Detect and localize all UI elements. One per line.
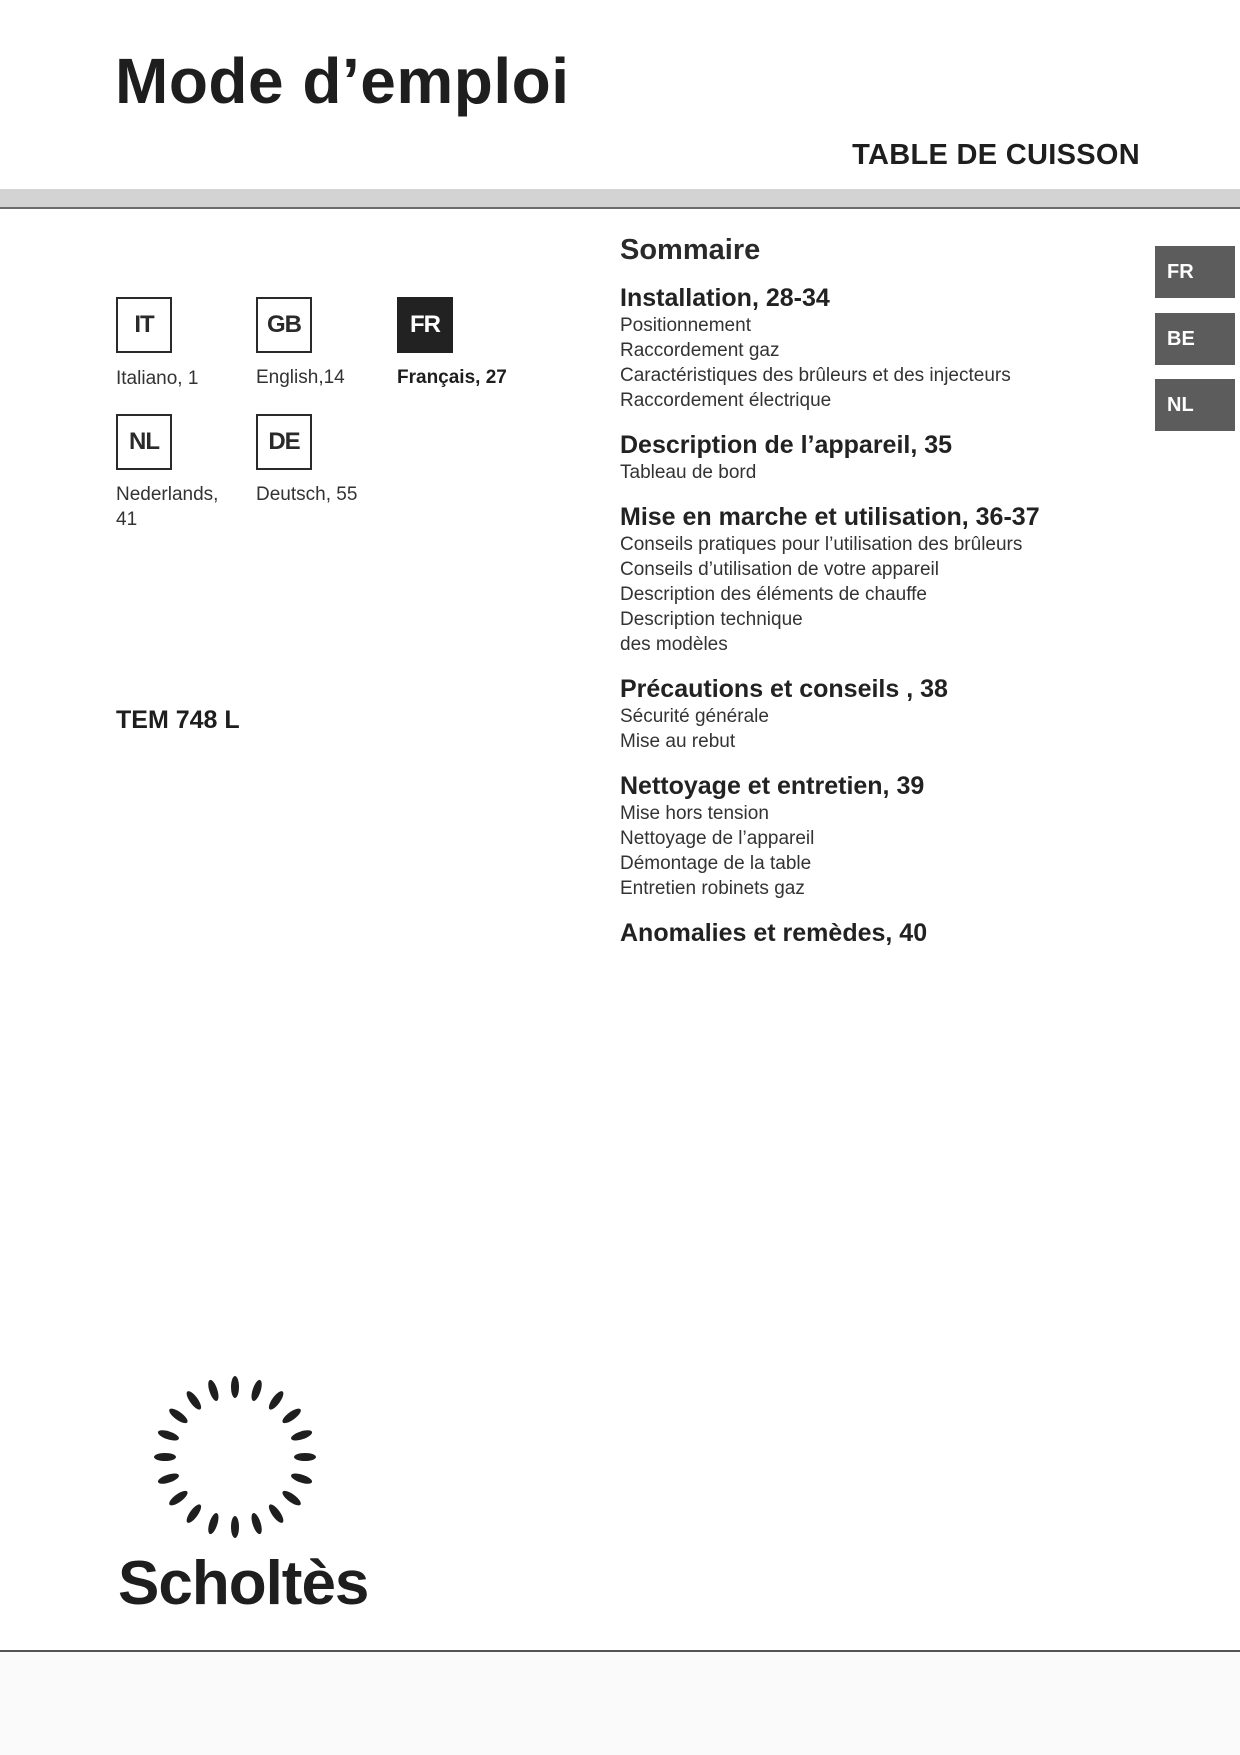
toc-section-anomalies [620, 919, 1060, 948]
sun-ray [266, 1389, 285, 1412]
sun-ray [206, 1512, 220, 1535]
toc-item: Conseils pratiques pour l’utilisation des brûleurs [620, 534, 1023, 555]
sun-ray [294, 1453, 316, 1461]
toc-section-nettoyage [620, 772, 1060, 901]
sun-ray [157, 1428, 180, 1442]
sun-ray [184, 1389, 203, 1412]
side-tab-nl[interactable]: NL [1155, 379, 1235, 431]
toc-item: Mise hors tension [620, 803, 769, 824]
toc-item: Sécurité générale [620, 706, 769, 727]
toc-item: Conseils d’utilisation de votre appareil [620, 559, 939, 580]
toc-item: Mise au rebut [620, 731, 736, 752]
sun-ray [249, 1512, 263, 1535]
sun-ray [184, 1502, 203, 1525]
toc-heading[interactable]: Nettoyage et entretien, 39 [620, 772, 925, 800]
model-number: TEM 748 L [116, 706, 240, 734]
lang-box-gb[interactable]: GB [256, 297, 312, 353]
lang-box-it[interactable]: IT [116, 297, 172, 353]
page-title: Mode d’emploi [115, 45, 570, 117]
toc-title: Sommaire [620, 234, 761, 266]
toc-item: Tableau de bord [620, 462, 757, 483]
toc-heading[interactable]: Description de l’appareil, 35 [620, 431, 953, 459]
toc-heading[interactable]: Anomalies et remèdes, 40 [620, 919, 928, 947]
toc-heading[interactable]: Installation, 28-34 [620, 284, 830, 312]
toc-section-precautions [620, 675, 1060, 754]
toc-item: Raccordement gaz [620, 340, 780, 361]
toc-item: Entretien robinets gaz [620, 878, 805, 899]
toc-section-mise-en-marche [620, 503, 1060, 657]
header-divider [0, 207, 1240, 209]
brand-logo: Scholtès [118, 1549, 369, 1618]
lang-box-nl[interactable]: NL [116, 414, 172, 470]
sun-ray [249, 1379, 263, 1402]
lang-label-gb[interactable]: English,14 [256, 367, 345, 388]
sun-ray [157, 1471, 180, 1485]
lang-label-fr[interactable]: Français, 27 [397, 367, 507, 388]
footer-band [0, 1652, 1240, 1755]
toc-item: des modèles [620, 634, 728, 655]
toc-heading[interactable]: Précautions et conseils , 38 [620, 675, 948, 703]
toc-item: Raccordement électrique [620, 390, 832, 411]
toc-heading[interactable]: Mise en marche et utilisation, 36-37 [620, 503, 1040, 531]
toc-item: Description des éléments de chauffe [620, 584, 927, 605]
toc-item: Caractéristiques des brûleurs et des injecteurs [620, 365, 1011, 386]
toc-item: Démontage de la table [620, 853, 812, 874]
sun-ray [167, 1406, 190, 1425]
toc-item: Description technique [620, 609, 803, 630]
sun-ray [266, 1502, 285, 1525]
sun-ray [290, 1471, 313, 1485]
sun-icon [148, 1370, 322, 1544]
sun-ray [280, 1488, 303, 1507]
toc-item: Positionnement [620, 315, 751, 336]
side-tab-be[interactable]: BE [1155, 313, 1235, 365]
toc-section-description [620, 431, 1060, 485]
sun-ray [231, 1376, 239, 1398]
sun-ray [154, 1453, 176, 1461]
header-band [0, 189, 1240, 207]
toc-item: Nettoyage de l’appareil [620, 828, 815, 849]
sun-ray [280, 1406, 303, 1425]
side-tab-fr[interactable]: FR [1155, 246, 1235, 298]
lang-label-nl[interactable]: Nederlands, 41 [116, 484, 219, 530]
table-of-contents [620, 232, 1060, 966]
toc-section-installation [620, 284, 1060, 413]
product-type: TABLE DE CUISSON [852, 139, 1140, 171]
lang-box-de[interactable]: DE [256, 414, 312, 470]
lang-label-de[interactable]: Deutsch, 55 [256, 484, 358, 505]
lang-label-it[interactable]: Italiano, 1 [116, 368, 199, 389]
sun-ray [206, 1379, 220, 1402]
lang-box-fr[interactable]: FR [397, 297, 453, 353]
sun-ray [167, 1488, 190, 1507]
sun-ray [290, 1428, 313, 1442]
sun-ray [231, 1516, 239, 1538]
